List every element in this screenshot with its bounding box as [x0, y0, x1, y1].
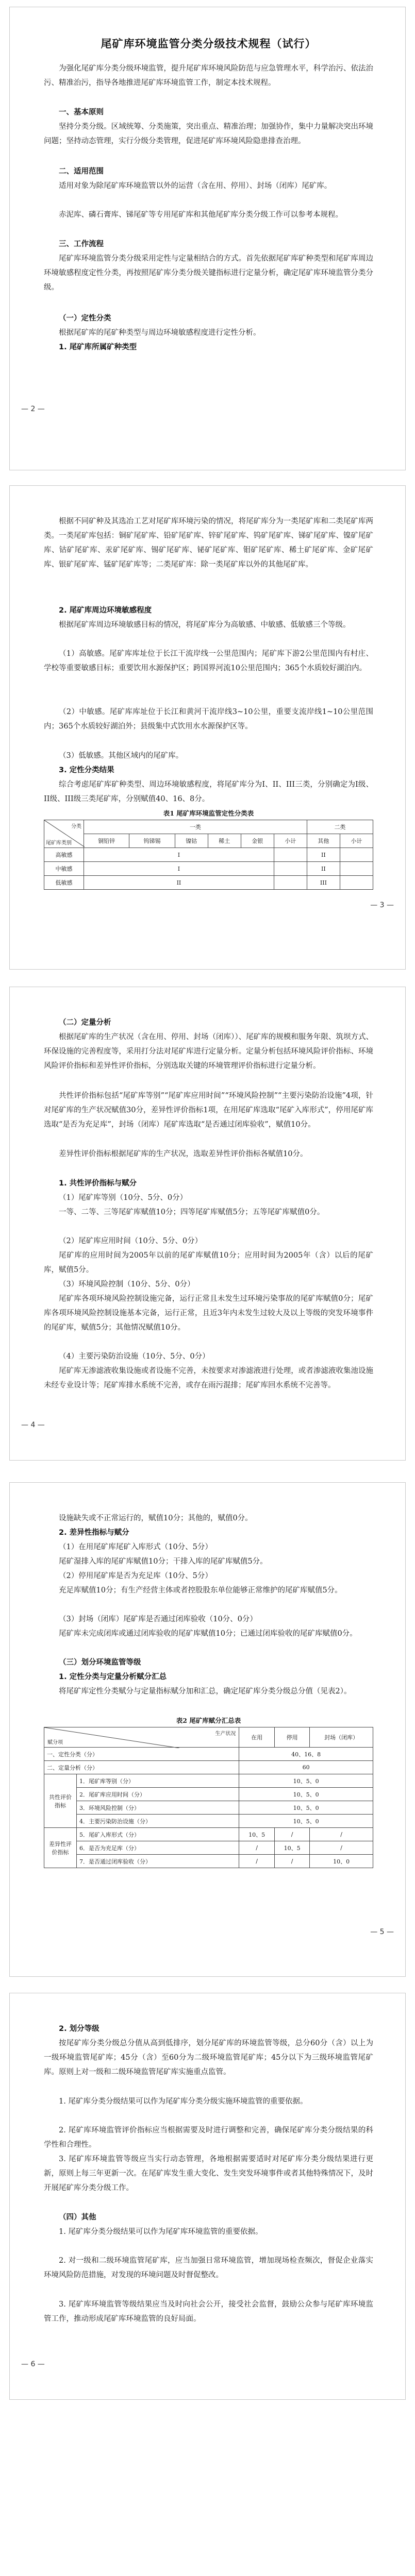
table-row [44, 1761, 373, 1774]
subsection-item-heading: 1. 尾矿库所属矿种类型 [59, 343, 137, 351]
table-2-row-label: 4．主要污染防治设施（分） [77, 1815, 239, 1828]
table-1-col-header: 镍钴 [175, 834, 208, 848]
table-1-cell [340, 876, 373, 890]
table-2-cell: / [310, 1828, 373, 1841]
table-2-cell: 40、16、8 [239, 1748, 373, 1761]
table-1-row-label: 低敏感 [44, 876, 84, 890]
table-1-col-header: 稀土 [208, 834, 241, 848]
table-2-row-label: 5．尾矿入库形式（分） [77, 1828, 239, 1841]
table-1-cell [274, 848, 307, 862]
section-1-text: 坚持分类分级。区域统筹、分类施策，突出重点、精准治理；加强协作，集中力量解决突出环境问题；坚持动态管理，实行分级分类管理，促进尾矿库环境风险隐患排查治理。 [44, 123, 373, 145]
grade-heading: （三）划分环境监管等级 [59, 1658, 141, 1667]
grading-text: 按尾矿库分类分级总分值从高到低排序，划分尾矿库的环境监管等级，总分60分（含）以上为一级环境监管尾矿库；45分（含）至60分为二级环境监管尾矿库；45分以下为三级环境监管尾矿库。原则上对一级和二级环境监管尾矿库实施重点监管。 [44, 2039, 373, 2076]
page-2 [9, 7, 406, 470]
table-row [44, 1828, 373, 1841]
table-row [44, 1855, 373, 1868]
table-2-cell: 10、5 [239, 1828, 274, 1841]
summary-text: 将尾矿库定性分类赋分与定量指标赋分加和汇总，确定尾矿库分类分级总分值（见表2）。 [59, 1687, 352, 1696]
page-6 [9, 1993, 406, 2400]
mine-type-text: 根据不同矿种及其选冶工艺对尾矿库环境污染的情况，将尾矿库分为一类尾矿库和二类尾矿库两类。一类尾矿库包括：铜矿尾矿库、铅矿尾矿库、锌矿尾矿库、钨矿尾矿库、锑矿尾矿库、镍矿尾矿库、钴矿尾矿库、汞矿尾矿库、锡矿尾矿库、铋矿尾矿库、钼矿尾矿库、稀土矿尾矿库、金矿尾矿库、银矿尾矿库、锰矿尾矿库等；二类尾矿库：除一类尾矿库以外的其他尾矿库。 [44, 517, 373, 569]
page-number: — 6 — [21, 2360, 45, 2368]
table-1-caption: 表1 尾矿库环境监管定性分类表 [163, 809, 254, 817]
index-4-text: 尾矿库无渗滤液收集设施或者设施不完善，未按要求对渗滤液进行处理，或者渗滤液收集池设施未经专业设计等；尾矿库排水系统不完善，或存在雨污混排；尾矿库回水系统不完善等。 [44, 1367, 373, 1389]
section-2-text-1: 适用对象为除尾矿库环境监管以外的运营（含在用、停用）、封场（闭库）尾矿库。 [59, 182, 332, 190]
table-1-col-header: 金银 [241, 834, 274, 848]
table-2-cell: 10、5、0 [239, 1801, 373, 1815]
table-row [44, 1748, 373, 1761]
table-2-cell: 10、5 [274, 1841, 309, 1855]
high-sensitivity-text: （1）高敏感。尾矿库库址位于长江干流岸线一公里范围内；尾矿库下游2公里范围内有村庄、学校等重要敏感目标；重要饮用水源保护区；跨国界河流10公里范围内；365个水质较好湖泊内。 [44, 650, 373, 672]
other-heading: （四）其他 [59, 2213, 96, 2222]
table-2-row-label: 7．是否通过闭库验收（分） [77, 1855, 239, 1868]
table-row [44, 1801, 373, 1815]
index-3-text: 尾矿库各项环境风险控制设施完备，运行正常且未发生过环境污染事故的尾矿库赋值0分；尾矿库各项环境风险控制设施基本完备，运行正常，且近3年内未发生过较大及以上等级的突发环境事件的尾矿库，赋值5分；其他情况赋值10分。 [44, 1295, 373, 1332]
table-row [44, 1815, 373, 1828]
table-1-corner-top: 分类 [71, 824, 81, 829]
table-2-row-label: 3．环境风险控制（分） [77, 1801, 239, 1815]
table-2-cell: 10、5、0 [239, 1815, 373, 1828]
diff-index-1-text: 尾矿湿排入库的尾矿库赋值10分；干排入库的尾矿库赋值5分。 [59, 1557, 268, 1566]
index-2-title: （2）尾矿库应用时间（10分、5分、0分） [59, 1237, 203, 1245]
index-4-cont: 设施缺失或不正常运行的，赋值10分；其他的，赋值0分。 [59, 1514, 253, 1522]
table-row [44, 862, 373, 876]
table-1-cell [340, 848, 373, 862]
sensitivity-heading: 2. 尾矿库周边环境敏感程度 [59, 606, 152, 615]
index-2-text: 尾矿库的应用时间为2005年以前的尾矿库赋值10分；应用时间为2005年（含）以后的尾矿库，赋值5分。 [44, 1251, 373, 1274]
table-1-row-label: 高敏感 [44, 848, 84, 862]
table-1-col-header: 其他 [307, 834, 340, 848]
other-text-1: 1. 尾矿库分类分级结果可以作为尾矿库环境监管的重要依据。 [59, 2228, 263, 2236]
table-2-corner-cell [44, 1727, 239, 1748]
page-number: — 4 — [21, 1421, 45, 1429]
section-2-heading: 二、适用范围 [59, 167, 104, 176]
intro-paragraph: 为强化尾矿库分类分级环境监管，提升尾矿库环境风险防范与应急管理水平，科学治污、依法治污、精准治污，指导各地推进尾矿库环境监管工作，制定本技术规程。 [44, 64, 373, 87]
table-1-col-header: 铜铅锌 [84, 834, 129, 848]
page-number: — 5 — [370, 1928, 394, 1936]
summary-heading: 1. 定性分类与定量分析赋分汇总 [59, 1673, 167, 1681]
low-sensitivity-text: （3）低敏感。其他区域内的尾矿库。 [59, 752, 184, 760]
table-2-corner-top: 生产状况 [215, 1731, 236, 1737]
table-2-cell: 10、5、0 [239, 1774, 373, 1788]
table-1-corner-cell [44, 820, 84, 848]
table-1-cell [274, 862, 307, 876]
grading-note-3: 3. 尾矿库环境监管等级应当实行动态管理，各地根据需要适时对尾矿库分类分级结果进行更新，原则上每三年更新一次。在尾矿库发生重大变化、发生突发环境事件或者其他特殊情况下，及时开展尾矿库分类分级工作。 [44, 2155, 373, 2192]
page-number: — 2 — [21, 405, 45, 413]
quantitative-text-1: 根据尾矿库的生产状况（含在用、停用、封场（闭库））、尾矿库的规模和服务年限、筑坝方式、环保设施的完善程度等，采用打分法对尾矿库进行定量分析。定量分析包括环境风险评价指标、环境风险评价指标和差异性评价指标，分别选取关键的环境管理评价指标进行定量分析。 [44, 1033, 373, 1070]
subsection-text: 根据尾矿库的尾矿种类型与周边环境敏感程度进行定性分析。 [59, 329, 261, 337]
index-3-title: （3）环境风险控制（10分、5分、0分） [59, 1280, 195, 1289]
table-row [44, 848, 373, 862]
diff-index-1-title: （1）在用尾矿库尾矿入库形式（10分、5分） [59, 1543, 212, 1551]
table-2-col-header: 停用 [274, 1727, 309, 1748]
table-2-group-label: 共性评价指标 [44, 1774, 77, 1828]
table-2-group-label: 差异性评价指标 [44, 1828, 77, 1868]
qualitative-result-text: 综合考虑尾矿库矿种类型、周边环境敏感程度，将尾矿库分为I、II、III三类，分别确定为I级、II级、III级三类尾矿库，分别赋值40、16、8分。 [44, 781, 373, 803]
table-1 [44, 820, 373, 890]
table-1-cell: I [84, 862, 274, 876]
diff-index-2-title: （2）停用尾矿库是否为充足库（10分、5分） [59, 1572, 212, 1580]
other-text-3: 3. 尾矿库环境监管等级结果应当及时向社会公开，接受社会监督，鼓励公众参与尾矿库环境监管工作，推动形成尾矿库环境监管的良好局面。 [44, 2300, 373, 2323]
table-1-row-label: 中敏感 [44, 862, 84, 876]
table-row [44, 1841, 373, 1855]
section-1-heading: 一、基本原则 [59, 108, 104, 116]
page-4 [9, 987, 406, 1461]
table-1-cell [340, 862, 373, 876]
quantitative-heading: （二）定量分析 [59, 1019, 111, 1027]
table-2-row-label: 6．是否为充足库（分） [77, 1841, 239, 1855]
diff-index-3-text: 尾矿库未完成闭库或通过闭库验收的尾矿库赋值10分；已通过闭库验收的尾矿库赋值0分。 [59, 1630, 357, 1638]
table-2-col-header: 封场（闭库） [310, 1727, 373, 1748]
table-1-col-header: 小计 [274, 834, 307, 848]
table-2-row-label: 二、定量分析（分） [44, 1761, 239, 1774]
index-1-text: 一等、二等、三等尾矿库赋值10分；四等尾矿库赋值5分；五等尾矿库赋值0分。 [59, 1208, 325, 1216]
sensitivity-text: 根据尾矿库周边环境敏感目标的情况，将尾矿库分为高敏感、中敏感、低敏感三个等级。 [59, 621, 351, 629]
page-5 [9, 1482, 406, 1977]
section-2-text-2: 赤泥库、磷石膏库、锑尾矿等专用尾矿库和其他尾矿库分类分级工作可以参考本规程。 [59, 211, 343, 219]
table-1-cell: II [307, 848, 340, 862]
table-1-cell [274, 876, 307, 890]
table-row [44, 1788, 373, 1801]
other-text-2: 2. 对一级和二级环境监管尾矿库，应当加强日常环境监管，增加现场检查频次，督促企业落实环境风险防范措施，对发现的环境问题及时督促整改。 [44, 2257, 373, 2279]
page-3 [9, 485, 406, 970]
diff-index-2-text: 充足库赋值10分；有生产经营主体或者控股股东单位能够正常维护的尾矿库赋值5分。 [59, 1586, 342, 1595]
table-1-group-header: 一类 [84, 820, 307, 834]
common-index-heading: 1. 共性评价指标与赋分 [59, 1179, 137, 1188]
table-2-cell: / [274, 1855, 309, 1868]
section-3-text: 尾矿库环境监管分类分级采用定性与定量相结合的方式。首先依据尾矿库矿种类型和尾矿库周边环境敏感程度定性分类，再按照尾矿库分类分级关键指标进行定量分析，确定尾矿库环境监管分类分级。 [44, 255, 373, 292]
table-2-cell: / [239, 1841, 274, 1855]
table-2-cell: / [239, 1855, 274, 1868]
section-3-heading: 三、工作流程 [59, 240, 104, 248]
table-1-col-header: 小计 [340, 834, 373, 848]
table-row [44, 876, 373, 890]
index-1-title: （1）尾矿库等别（10分、5分、0分） [59, 1194, 188, 1202]
diagonal-line [44, 1727, 179, 1748]
table-2-row-label: 1．尾矿库等别（分） [77, 1774, 239, 1788]
table-2-corner-bottom: 赋分项 [47, 1740, 63, 1745]
table-1-cell: II [84, 876, 274, 890]
page-number: — 3 — [370, 901, 394, 909]
grading-note-2: 2. 尾矿库环境监管评价指标应当根据需要及时进行调整和完善，确保尾矿库分类分级结果的科学性和合理性。 [44, 2126, 373, 2149]
grading-heading: 2. 划分等级 [59, 2025, 99, 2033]
table-1-cell: III [307, 876, 340, 890]
table-2-col-header: 在用 [239, 1727, 274, 1748]
table-2-caption: 表2 尾矿库赋分汇总表 [176, 1717, 241, 1724]
index-4-title: （4）主要污染防治设施（10分、5分、0分） [59, 1352, 210, 1361]
quantitative-text-2: 共性评价指标包括“尾矿库等别”“尾矿库应用时间”“环境风险控制”“主要污染防治设施”4项，针对尾矿库的生产状况赋值30分，差异性评价指标1项，在用尾矿库选取“尾矿入库形式”，停用尾矿库选取“是否为充足库”，封场（闭库）尾矿库选取“是否通过闭库验收”，赋值10分。 [44, 1092, 373, 1129]
document-title: 尾矿库环境监管分类分级技术规程（试行） [101, 38, 317, 50]
grading-note-1: 1. 尾矿库分类分级结果可以作为尾矿库分类分级实施环境监管的重要依据。 [59, 2097, 308, 2106]
table-1-cell: II [307, 862, 340, 876]
diff-index-3-title: （3）封场（闭库）尾矿库是否通过闭库验收（10分、0分） [59, 1615, 257, 1623]
table-2-row-label: 一、定性分类（分） [44, 1748, 239, 1761]
table-1-col-header: 钨锑锡 [129, 834, 175, 848]
table-1-cell: I [84, 848, 274, 862]
subsection-heading: （一）定性分类 [59, 314, 111, 323]
table-1-corner-bottom: 尾矿库类别 [46, 840, 72, 846]
table-2-cell: / [274, 1828, 309, 1841]
table-2-cell: 10、5、0 [239, 1788, 373, 1801]
difference-index-heading: 2. 差异性指标与赋分 [59, 1529, 129, 1537]
medium-sensitivity-text: （2）中敏感。尾矿库库址位于长江和黄河干流岸线3~10公里，重要支流岸线1~10公里范围内；365个水质较好湖泊外；县级集中式饮用水水源保护区等。 [44, 708, 373, 731]
quantitative-text-3: 差异性评价指标根据尾矿库的生产状况，选取差异性评价指标各赋值10分。 [59, 1150, 308, 1158]
table-2-cell: / [310, 1841, 373, 1855]
qualitative-result-heading: 3. 定性分类结果 [59, 766, 114, 774]
table-row [44, 1774, 373, 1788]
table-2-cell: 10、0 [310, 1855, 373, 1868]
table-2 [44, 1727, 373, 1868]
table-2-cell: 60 [239, 1761, 373, 1774]
table-1-group-header: 二类 [307, 820, 373, 834]
table-2-row-label: 2．尾矿库应用时间（分） [77, 1788, 239, 1801]
